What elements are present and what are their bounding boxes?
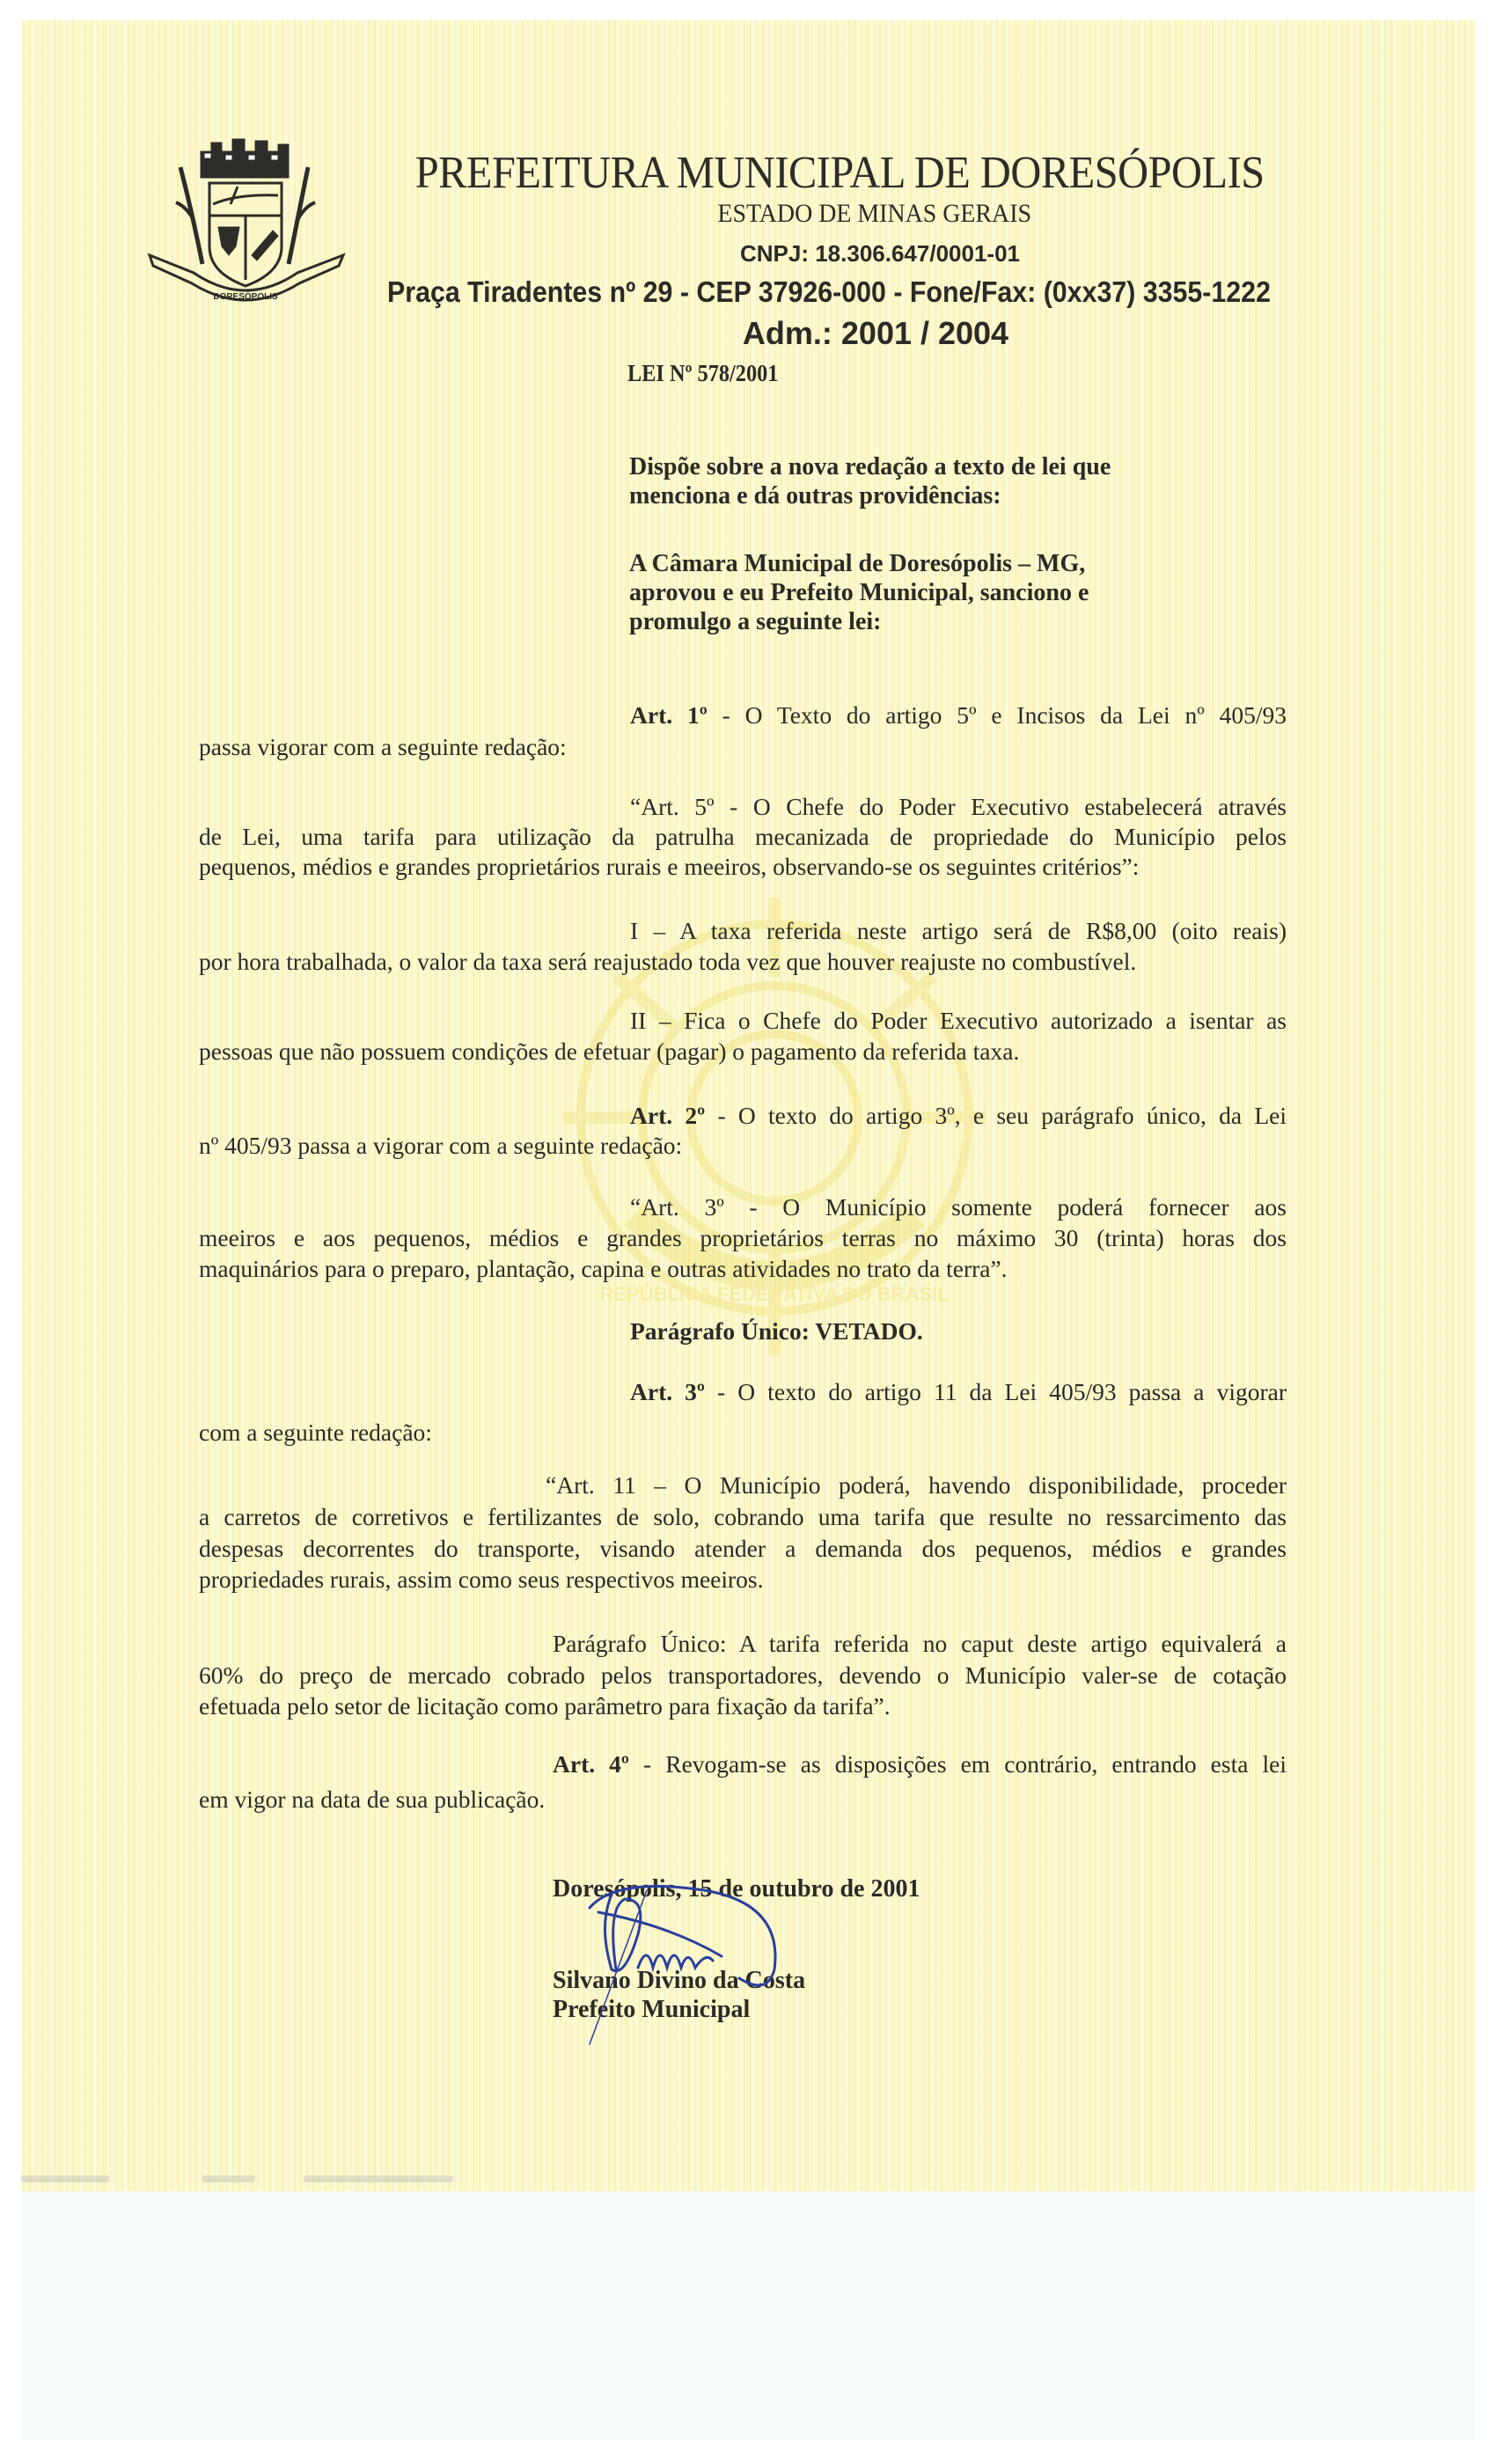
art4-heading [553,1749,1287,1779]
art2-continuation: nº 405/93 passa a vigorar com a seguinte redação: [199,1132,683,1159]
art3-text: - O texto do artigo 11 da Lei 405/93 passa a vigorar [704,1378,1287,1405]
art4-continuation: em vigor na data de sua publicação. [199,1786,546,1813]
header-administration: Adm.: 2001 / 2004 [742,315,1009,351]
art11-quote-line: despesas decorrentes do transporte, visando atender a demanda dos pequenos, médios e grandes [199,1535,1287,1562]
law-number: LEI Nº 578/2001 [627,360,779,386]
art11-paragrafo-line: 60% do preço de mercado cobrado pelos transportadores, devendo o Município valer-se de cotação [199,1661,1287,1689]
svg-text:DORESÓPOLIS: DORESÓPOLIS [213,292,278,302]
date-line: Doresópolis, 15 de outubro de 2001 [553,1875,920,1903]
art5-quote-line: “Art. 5º - O Chefe do Poder Executivo estabelecerá através [630,793,1287,820]
header-cnpj: CNPJ: 18.306.647/0001-01 [739,240,1020,267]
art5-quote-line: de Lei, uma tarifa para utilização da patrulha mecanizada de propriedade do Município pelos [199,823,1287,850]
ementa-line: menciona e dá outras providências: [629,482,1001,510]
art3-quote-line: “Art. 3º - O Município somente poderá fornecer aos [630,1193,1287,1221]
art11-quote-line: “Art. 11 – O Município poderá, havendo disponibilidade, proceder [546,1471,1287,1499]
header-title: PREFEITURA MUNICIPAL DE DORESÓPOLIS [414,148,1265,198]
art11-quote-line: a carretos de corretivos e fertilizantes de solo, cobrando uma tarifa que resulte no ressarcimento das [199,1503,1287,1530]
signatory-role: Prefeito Municipal [553,1996,751,2023]
art3-heading [630,1377,1287,1407]
art11-quote-line: propriedades rurais, assim como seus respectivos meeiros. [199,1566,764,1593]
art2-text: - O texto do artigo 3º, e seu parágrafo único, da Lei [705,1102,1287,1129]
art1-label: Art. 1º [630,701,708,729]
art3-quote-line: maquinários para o preparo, plantação, capina e outras atividades no trato da terra”. [199,1255,1008,1282]
paragrafo-vetado: Parágrafo Único: VETADO. [630,1317,923,1345]
art1-text: - O Texto do artigo 5º e Incisos da Lei nº 405/93 [707,701,1287,729]
art4-label: Art. 4º [553,1750,629,1778]
torn-edge-mark [304,2175,453,2182]
inciso-1-line: por hora trabalhada, o valor da taxa será reajustado toda vez que houver reajuste no combustível. [199,948,1137,975]
signatory-name: Silvano Divino da Costa [553,1967,806,1994]
art3-quote-line: meeiros e aos pequenos, médios e grandes proprietários terras no máximo 30 (trinta) horas dos [199,1224,1287,1251]
art1-heading [630,700,1287,730]
art2-heading [630,1101,1287,1131]
svg-text:REPÚBLICA FEDERATIVA DO BRASIL: REPÚBLICA FEDERATIVA DO BRASIL [599,1283,950,1305]
header-address: Praça Tiradentes nº 29 - CEP 37926-000 - Fone/Fax: (0xx37) 3355-1222 [387,275,1271,308]
torn-edge-mark [21,2175,109,2182]
municipal-coat-of-arms-logo [141,132,352,312]
inciso-2-line: II – Fica o Chefe do Poder Executivo autorizado a isentar as [630,1007,1287,1034]
art11-paragrafo-line: efetuada pelo setor de licitação como parâmetro para fixação da tarifa”. [199,1692,891,1720]
preamble-line: A Câmara Municipal de Doresópolis – MG, [629,550,1086,577]
header-state: ESTADO DE MINAS GERAIS [717,199,1031,228]
handwritten-signature-icon [563,1873,810,2049]
art3-label: Art. 3º [630,1378,705,1405]
art5-quote-line: pequenos, médios e grandes proprietários rurais e meeiros, observando-se os seguintes critérios”: [199,853,1140,880]
art11-paragrafo-line: Parágrafo Único: A tarifa referida no caput deste artigo equivalerá a [553,1630,1287,1657]
art1-continuation: passa vigorar com a seguinte redação: [199,733,567,760]
ementa-line: Dispõe sobre a nova redação a texto de lei que [629,453,1111,480]
scan-margin [21,2191,1475,2439]
preamble-line: aprovou e eu Prefeito Municipal, sanciono e [629,579,1089,606]
torn-edge-mark [202,2175,255,2182]
art3-continuation: com a seguinte redação: [199,1419,432,1446]
preamble-line: promulgo a seguinte lei: [629,608,882,635]
inciso-2-line: pessoas que não possuem condições de efetuar (pagar) o pagamento da referida taxa. [199,1038,1020,1065]
inciso-1-line: I – A taxa referida neste artigo será de R$8,00 (oito reais) [630,917,1287,944]
art2-label: Art. 2º [630,1102,706,1129]
art4-text: - Revogam-se as disposições em contrário, entrando esta lei [628,1750,1287,1778]
